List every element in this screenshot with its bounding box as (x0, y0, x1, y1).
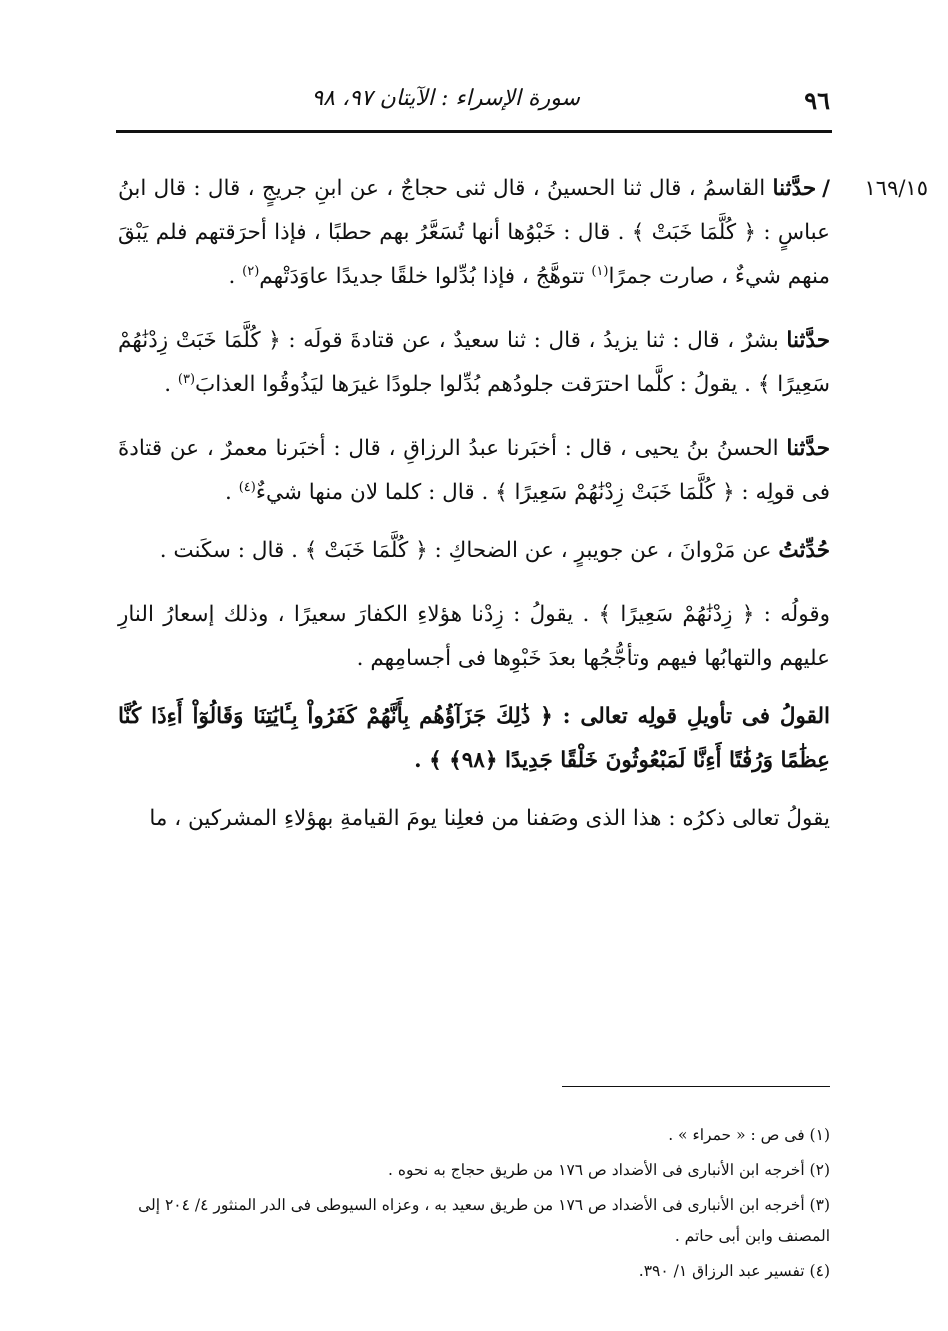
paragraph-5 (118, 593, 830, 681)
narration-lead: حُدِّثتُ (778, 538, 830, 563)
page-break-marker: / (822, 176, 830, 201)
paragraph-text: . (164, 372, 178, 397)
paragraph-text: . (228, 264, 243, 289)
section-heading: القولُ فى تأويلِ قولِه تعالى : (562, 704, 830, 729)
paragraph-6 (118, 695, 830, 783)
quran-verse: ﴿ ذَٰلِكَ جَزَآؤُهُم بِأَنَّهُمْ كَفَرُواْ بِـَٔايَٰتِنَا وَقَالُوٓاْ أَءِذَا كُنَّا عِظَٰمًا وَرُفَٰتًا أَءِنَّا لَمَبْعُوثُونَ خَلْقًا جَدِيدًا ﴿٩٨﴾ ﴾ . (118, 704, 830, 773)
footnote-3: (٣) أخرجه ابن الأنبارى فى الأضداد ص ١٧٦ من طريق سعيد به ، وعزاه السيوطى فى الدر المنثور ٤/ ٢٠٤ إلى المصنف وابن أبى حاتم . (138, 1196, 830, 1245)
paragraph-4 (118, 529, 830, 573)
main-text (118, 167, 830, 861)
paragraph-text: بشرٌ ، قال : ثنا يزيدُ ، قال : ثنا سعيدٌ ، عن قتادةَ قولَه : ﴿ كُلَّمَا خَبَتْ زِدْنَٰهُمْ سَعِيرًا ﴾ . يقولُ : كلَّما احترَقت جلودُهم بُدِّلوا جلودًا غيرَها ليَذُوقُوا العذابَ (118, 328, 830, 397)
running-header (118, 86, 830, 116)
paragraph-text: عن مَرْوانَ ، عن جويبرٍ ، عن الضحاكِ : ﴿ كُلَّمَا خَبَتْ ﴾ . قال : سكَنت . (159, 538, 779, 563)
footnote-rule (562, 1086, 830, 1087)
footnote-ref: (٢) (242, 263, 260, 279)
footnote-ref: (٣) (177, 371, 196, 387)
paragraph-2 (118, 319, 830, 407)
paragraph-text: يقولُ تعالى ذكرُه : هذا الذى وصَفنا من فعلِنا يومَ القيامةِ بهؤلاءِ المشركين ، ما (149, 806, 830, 831)
narration-lead: حدَّثنا (786, 436, 830, 461)
paragraph-text: القاسمُ ، قال ثنا الحسينُ ، قال ثنى حجاجٌ ، عن ابنِ جريجٍ ، قال : قال ابنُ عباسٍ : ﴿ كُلَّمَا خَبَتْ ﴾ . قال : خَبْوُها أنها تُسَعَّرُ بهم حطبًا ، فإذا أحرَقتهم فلم يَبْقَ منهم شيءٌ ، صارت جمرًا (118, 176, 830, 289)
footnote-ref: (١) (591, 263, 609, 279)
footnote-ref: (٤) (238, 479, 256, 495)
paragraph-3 (118, 427, 830, 515)
paragraph-1 (118, 167, 830, 299)
footnotes (118, 1120, 830, 1291)
running-title: سورة الإسراء : الآيتان ٩٧، ٩٨ (311, 86, 580, 111)
header-rule (116, 130, 832, 133)
paragraph-text: تتوهَّجُ ، فإذا بُدِّلوا خلقًا جديدًا عاوَدَتْهم (259, 264, 592, 289)
paragraph-text: وقولُه : ﴿ زِدْنَٰهُمْ سَعِيرًا ﴾ . يقولُ : زِدْنا هؤلاءِ الكفارَ سعيرًا ، وذلك إسعارُ النارِ عليهم والتهابُها فيهم وتأجُّجُها بعدَ خَبْوِها فى أجسامِهم . (118, 602, 830, 671)
margin-reference: ١٦٩/١٥ (864, 176, 928, 200)
paragraph-7 (118, 797, 830, 841)
footnote-4: (٤) تفسير عبد الرزاق ١/ ٣٩٠. (638, 1262, 830, 1280)
narration-lead: حدَّثنا (786, 328, 830, 353)
page-number: ٩٦ (804, 86, 830, 115)
paragraph-text: . (225, 480, 239, 505)
footnote-2: (٢) أخرجه ابن الأنبارى فى الأضداد ص ١٧٦ من طريق حجاج به نحوه . (388, 1161, 830, 1179)
footnote-1: (١) فى ص : « حمراء » . (668, 1126, 830, 1144)
paragraph-text: الحسنُ بنُ يحيى ، قال : أخبَرنا عبدُ الرزاقِ ، قال : أخبَرنا معمرٌ ، عن قتادةَ فى قولِه : ﴿ كُلَّمَا خَبَتْ زِدْنَٰهُمْ سَعِيرًا ﴾ . قال : كلما لان منها شيءٌ (118, 436, 830, 505)
narration-lead: حدَّثنا (772, 176, 817, 201)
